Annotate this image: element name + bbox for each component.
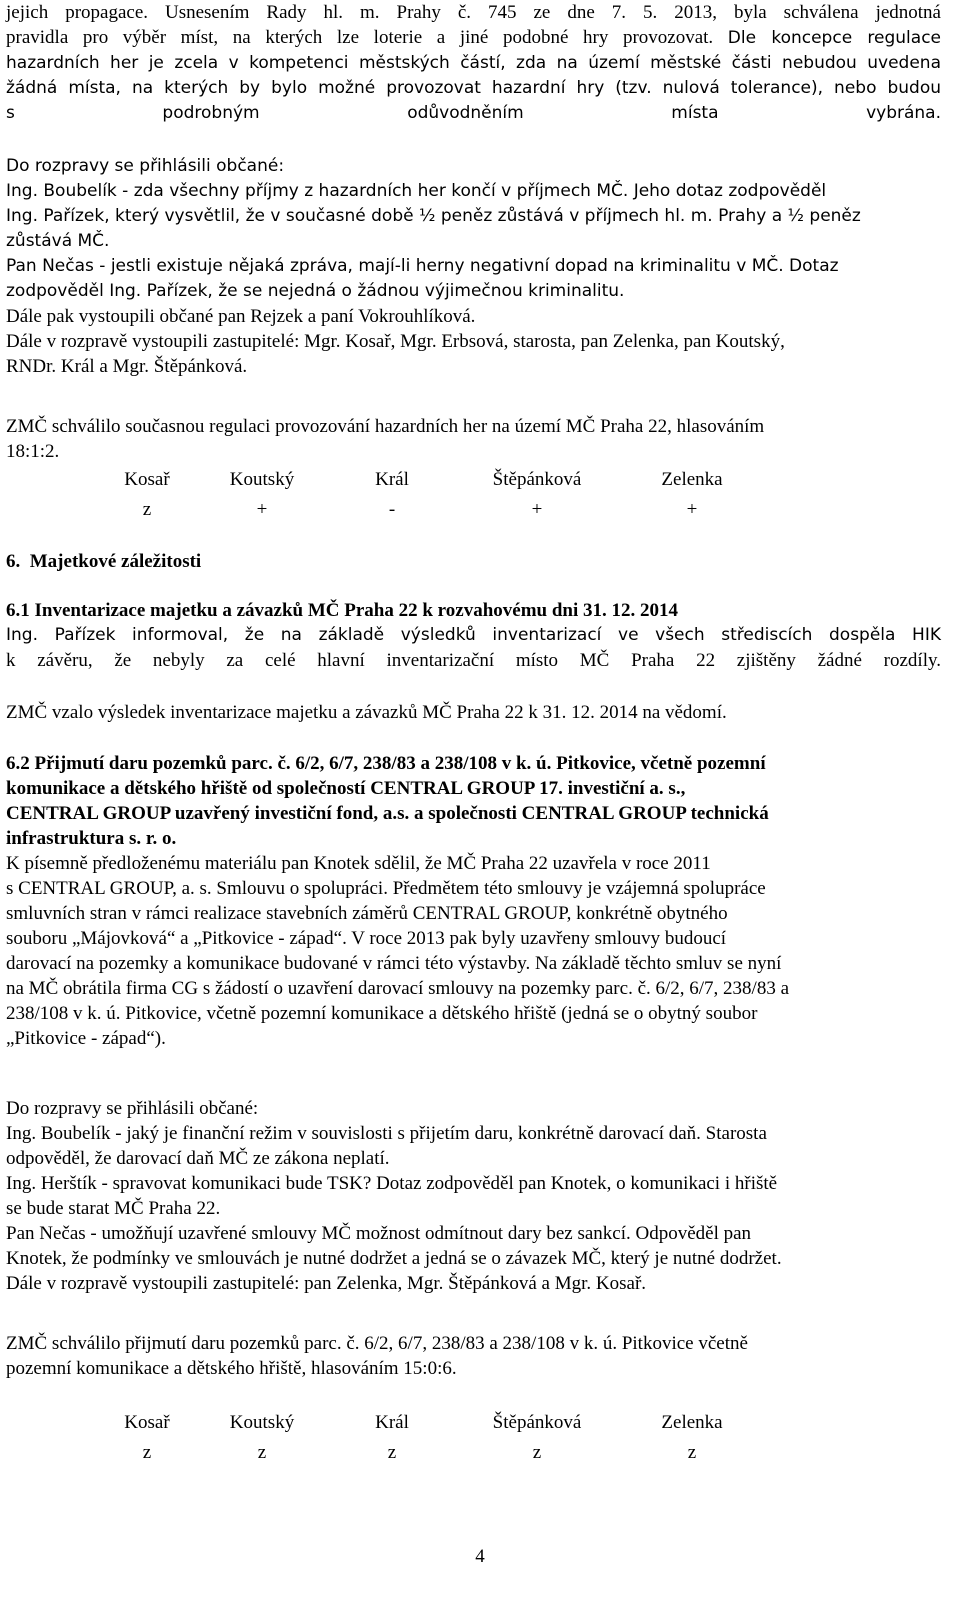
vote-table	[102, 465, 762, 525]
text-line: Dále v rozpravě vystoupili zastupitelé: pan Zelenka, Mgr. Štěpánková a Mgr. Kosař.	[6, 1273, 647, 1294]
resolution-text: ZMČ schválilo současnou regulaci provozování hazardních her na území MČ Praha 22, hlasováním 18:1:2.	[6, 416, 765, 462]
vote-table	[102, 1408, 762, 1468]
text-line: s CENTRAL GROUP, a. s. Smlouvu o spolupráci. Předmětem této smlouvy je vzájemná spolupráce	[6, 878, 766, 899]
text-line: souboru „Májovková“ a „Pitkovice - západ“. V roce 2013 pak byly uzavřeny smlouvy budoucí	[6, 928, 727, 949]
vote-value: z	[687, 1442, 697, 1463]
voter-name: Zelenka	[661, 1412, 723, 1433]
vote-value: -	[388, 499, 396, 520]
vote-value: z	[142, 1442, 152, 1463]
text-line: „Pitkovice - západ“).	[6, 1028, 166, 1049]
discussion-block-serif	[6, 304, 941, 379]
vote-names-row	[102, 1408, 762, 1438]
vote-value: +	[531, 499, 543, 520]
text-line: na MČ obrátila firma CG s žádostí o uzavření darovací smlouvy na pozemky parc. č. 6/2, 6/7, 238/83 a	[6, 978, 790, 999]
resolution-text: ZMČ schválilo přijmutí daru pozemků parc. č. 6/2, 6/7, 238/83 a 238/108 v k. ú. Pitkovice včetně pozemní komunikace a dětského hřiště, hlasováním 15:0:6.	[6, 1333, 748, 1379]
text-line: žádná místa, na kterých by bylo možné provozovat hazardní hry (tzv. nulová tolerance), nebo budou	[6, 78, 941, 98]
vote-value: z	[142, 499, 152, 520]
vote-values-row	[102, 1438, 762, 1468]
voter-name: Štěpánková	[492, 469, 582, 490]
subsection-heading: 6.2 Přijmutí daru pozemků parc. č. 6/2, 6/7, 238/83 a 238/108 v k. ú. Pitkovice, včetně pozemní komunikace a dětského hřiště od společností CENTRAL GROUP 17. investiční a. s., CENTRAL GROUP uzavřený investiční fond, a.s. a společnosti CENTRAL GROUP technická infrastruktura s. r. o.	[6, 753, 769, 849]
vote-value: z	[532, 1442, 542, 1463]
discussion-block	[6, 1121, 941, 1296]
text-line: Ing. Boubelík - zda všechny příjmy z hazardních her končí v příjmech MČ. Jeho dotaz zodpověděl	[6, 181, 827, 201]
section-heading	[6, 549, 941, 574]
subsection-heading: 6.1 Inventarizace majetku a závazků MČ Praha 22 k rozvahovému dni 31. 12. 2014	[6, 600, 679, 621]
text-line: hazardních her je zcela v kompetenci městských částí, zda na území městské části nebudou uvedena	[6, 53, 941, 73]
resolution-text: ZMČ vzalo výsledek inventarizace majetku a závazků MČ Praha 22 k 31. 12. 2014 na vědomí.	[6, 702, 727, 723]
voter-name: Kosař	[124, 469, 170, 490]
subsection-paragraph	[6, 851, 941, 1051]
text-line: Ing. Pařízek, který vysvětlil, že v současné době ½ peněz zůstává v příjmech hl. m. Prahy a ½ peněz	[6, 206, 861, 226]
subsection-paragraph	[6, 623, 941, 673]
text-line: Knotek, že podmínky ve smlouvách je nutné dodržet a jedná se o závazek MČ, který je nutné dodržet.	[6, 1248, 782, 1269]
text-line: s podrobným odůvodněním místa vybrána.	[6, 103, 941, 123]
vote-values-row	[102, 495, 762, 525]
discussion-block	[6, 179, 941, 304]
text-line: Dále v rozpravě vystoupili zastupitelé: Mgr. Kosař, Mgr. Erbsová, starosta, pan Zelenka, pan Koutský,	[6, 331, 785, 352]
text-line: k závěru, že nebyly za celé hlavní inventarizační místo MČ Praha 22 zjištěny žádné rozdíly.	[6, 650, 941, 671]
discussion-heading: Do rozpravy se přihlásili občané:	[6, 1098, 259, 1119]
voter-name: Král	[375, 469, 409, 490]
vote-value: z	[257, 1442, 267, 1463]
text-line: smluvních stran v rámci realizace stavebních záměrů CENTRAL GROUP, konkrétně obytného	[6, 903, 728, 924]
voter-name: Král	[375, 1412, 409, 1433]
text-line: Dále pak vystoupili občané pan Rejzek a paní Vokrouhlíková.	[6, 306, 476, 327]
text-line: pravidla pro výběr míst, na kterých lze loterie a jiné podobné hry provozovat. Dle koncepce regulace	[6, 27, 942, 48]
text-line: Pan Nečas - umožňují uzavřené smlouvy MČ možnost odmítnout dary bez sankcí. Odpověděl pan	[6, 1223, 752, 1244]
section-number: 6.	[6, 551, 21, 572]
text-line: se bude starat MČ Praha 22.	[6, 1198, 221, 1219]
vote-value: +	[256, 499, 268, 520]
text-line: zodpověděl Ing. Pařízek, že se nejedná o žádnou výjimečnou kriminalitu.	[6, 281, 625, 301]
text-line: Ing. Herštík - spravovat komunikaci bude TSK? Dotaz zodpověděl pan Knotek, o komunikaci i hřiště	[6, 1173, 778, 1194]
voter-name: Koutský	[229, 1412, 295, 1433]
text-line: K písemně předloženému materiálu pan Knotek sdělil, že MČ Praha 22 uzavřela v roce 2011	[6, 853, 711, 874]
intro-paragraph	[6, 0, 941, 126]
text-line: 238/108 v k. ú. Pitkovice, včetně pozemní komunikace a dětského hřiště (jedná se o obytný soubor	[6, 1003, 758, 1024]
text-line: Ing. Pařízek informoval, že na základě výsledků inventarizací ve všech střediscích dospěla HIK	[6, 625, 941, 645]
voter-name: Štěpánková	[492, 1412, 582, 1433]
text-line: RNDr. Král a Mgr. Štěpánková.	[6, 356, 248, 377]
text-line: zůstává MČ.	[6, 231, 110, 251]
text-line: Pan Nečas - jestli existuje nějaká zpráva, mají-li herny negativní dopad na kriminalitu v MČ. Dotaz	[6, 256, 839, 276]
vote-names-row	[102, 465, 762, 495]
text-line: odpověděl, že darovací daň MČ ze zákona neplatí.	[6, 1148, 390, 1169]
text-line: darovací na pozemky a komunikace budované v rámci této výstavby. Na základě těchto smluv se nyní	[6, 953, 782, 974]
section-title: Majetkové záležitosti	[29, 551, 202, 572]
vote-value: +	[686, 499, 698, 520]
vote-value: z	[387, 1442, 397, 1463]
voter-name: Kosař	[124, 1412, 170, 1433]
voter-name: Koutský	[229, 469, 295, 490]
discussion-heading: Do rozpravy se přihlásili občané:	[6, 156, 285, 176]
page-number: 4	[475, 1546, 485, 1567]
text-line: Ing. Boubelík - jaký je finanční režim v souvislosti s přijetím daru, konkrétně darovací daň. Starosta	[6, 1123, 767, 1144]
voter-name: Zelenka	[661, 469, 723, 490]
text-line: jejich propagace. Usnesením Rady hl. m. Prahy č. 745 ze dne 7. 5. 2013, byla schválena jednotná	[6, 2, 941, 23]
